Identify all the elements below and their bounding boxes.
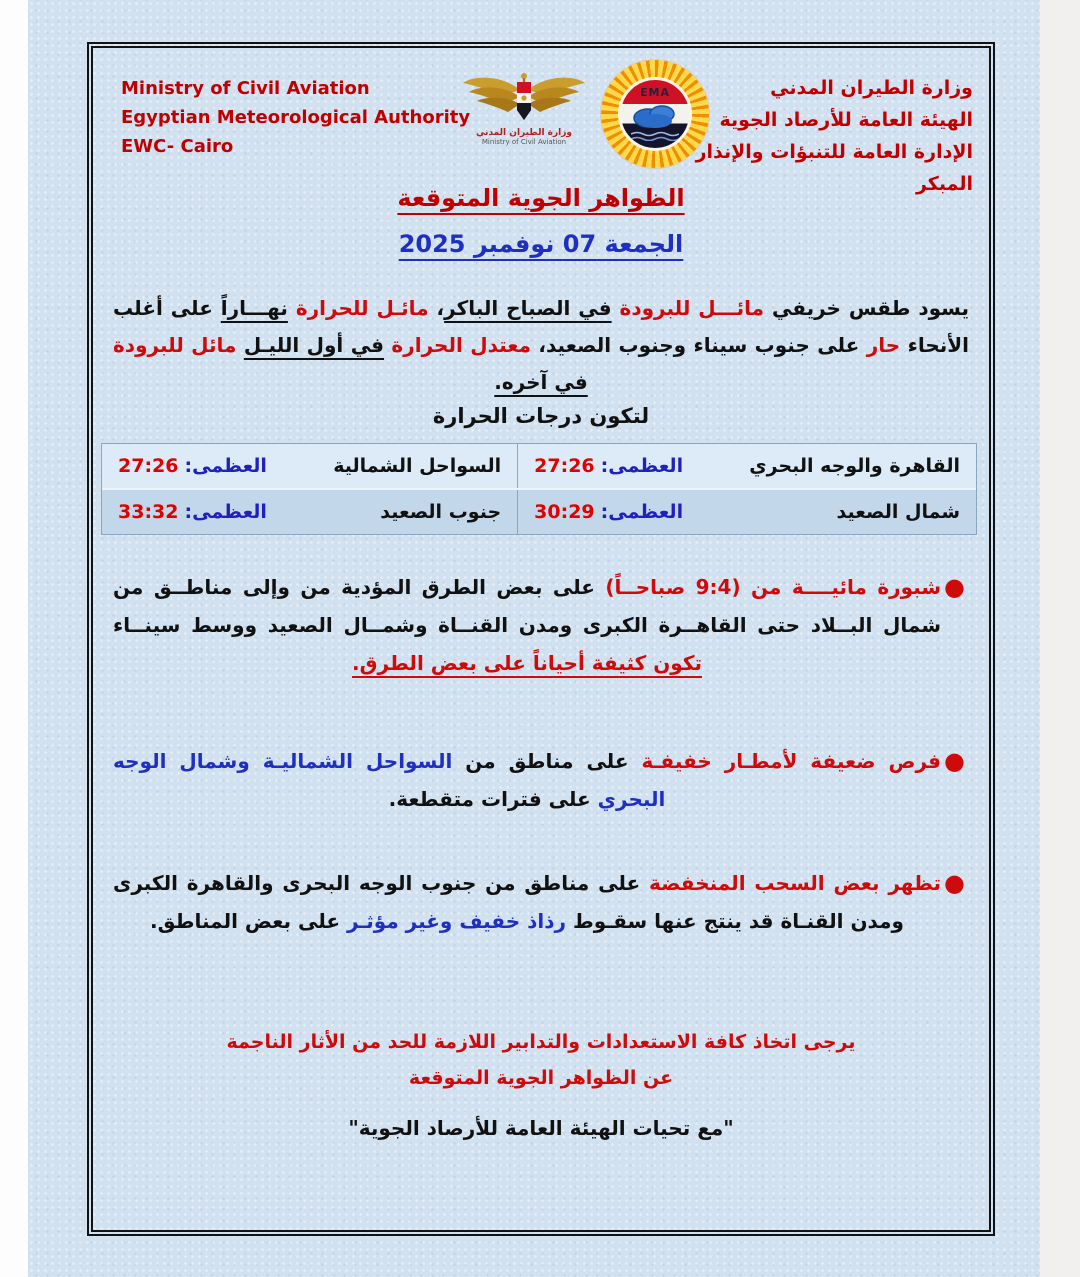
text-segment: مائل للبرودة xyxy=(113,333,237,357)
table-row xyxy=(102,490,976,534)
moca-logo-caption-english: Ministry of Civil Aviation xyxy=(481,138,567,146)
closing-greeting: "مع تحيات الهيئة العامة للأرصاد الجوية" xyxy=(348,1116,734,1140)
header-english-block xyxy=(121,74,471,161)
text-segment: حار xyxy=(859,333,901,357)
text-segment: في الصباح الباكر xyxy=(444,296,612,320)
table-row xyxy=(102,444,976,490)
text-segment: على جنوب سيناء وجنوب الصعيد، xyxy=(530,333,860,357)
temp-value: 27:26 xyxy=(534,455,595,477)
text-segment: مائـل للحرارة xyxy=(287,296,429,320)
gold-wings-icon xyxy=(458,70,590,128)
page-right-margin xyxy=(1040,0,1080,1277)
table-cell xyxy=(517,490,976,534)
text-segment: على بعض الطرق المؤدية من وإلى مناطــق من شمال البــلاد حتى القاهــرة الكبرى ومدن القنــاة وشمــال الصعيد ووسط سينــاء xyxy=(113,575,941,637)
region-name: شمال الصعيد xyxy=(836,501,960,523)
text-segment: على أغلب الأنحاء xyxy=(113,296,969,357)
max-label: العظمى: xyxy=(184,455,267,477)
temp-value: 30:29 xyxy=(534,501,595,523)
bullet-clouds-text xyxy=(113,864,941,940)
header-ar-line: وزارة الطيران المدني xyxy=(770,77,973,99)
text-segment: على فترات متقطعة. xyxy=(388,787,591,811)
text-segment: على مناطق من جنوب الوجه البحرى والقاهرة الكبرى ومدن القنـاة قد ينتج عنها سقـوط xyxy=(113,871,904,933)
region-name: القاهرة والوجه البحري xyxy=(749,455,960,477)
text-segment: شبورة مائيــــة من (9:4 صباحــاً) xyxy=(594,575,942,599)
temperature xyxy=(534,455,683,477)
text-segment: تظهر بعض السحب المنخفضة xyxy=(640,871,941,895)
bullet-rain-text xyxy=(113,742,941,818)
precaution-line: يرجى اتخاذ كافة الاستعدادات والتدابير اللازمة للحد من الأثار الناجمة xyxy=(226,1031,856,1053)
page-title: الظواهر الجوية المتوقعة xyxy=(397,184,685,212)
header-en-line: Egyptian Meteorological Authority xyxy=(121,107,471,128)
bullet-rain-chances xyxy=(113,742,965,818)
moca-logo-caption-arabic: وزارة الطيران المدني xyxy=(475,128,573,138)
temperature-table-caption: لتكون درجات الحرارة xyxy=(432,404,650,428)
text-segment: معتدل الحرارة xyxy=(384,333,531,357)
header-en-line: Ministry of Civil Aviation xyxy=(121,78,370,99)
region-name: السواحل الشمالية xyxy=(333,455,502,477)
max-label: العظمى: xyxy=(184,501,267,523)
table-cell xyxy=(517,444,976,488)
text-segment: فرص ضعيفة لأمطـار خفيفـة xyxy=(628,749,941,773)
bullet-fog-text xyxy=(113,568,941,682)
ema-logo-text: EMA xyxy=(640,86,670,99)
bullet-dot-icon: ● xyxy=(944,747,965,775)
text-segment: على مناطق من xyxy=(452,749,629,773)
weather-summary-paragraph xyxy=(113,290,969,401)
header-arabic-block xyxy=(643,72,973,200)
max-label: العظمى: xyxy=(600,501,684,523)
max-label: العظمى: xyxy=(600,455,684,477)
bullet-low-clouds xyxy=(113,864,965,940)
temperature xyxy=(118,455,267,477)
text-segment: نهـــاراً xyxy=(220,296,288,320)
text-segment: ، xyxy=(428,296,445,320)
header-en-line: EWC- Cairo xyxy=(121,136,234,157)
forecast-date: الجمعة 07 نوفمبر 2025 xyxy=(398,230,684,258)
text-segment: السواحل الشماليـة وشمال الوجه البحري xyxy=(113,749,666,811)
precaution-line: عن الظواهر الجوية المتوقعة xyxy=(408,1067,674,1089)
bullet-dot-icon: ● xyxy=(944,869,965,897)
header-ar-line: الهيئة العامة للأرصاد الجوية xyxy=(719,109,973,131)
text-segment: يسود طقس خريفي xyxy=(764,296,970,320)
temp-value: 33:32 xyxy=(118,501,179,523)
text-segment: على بعض المناطق. xyxy=(150,909,341,933)
header-ar-line: الإدارة العامة للتنبؤات والإنذار المبكر xyxy=(695,141,973,195)
document-border-frame xyxy=(87,42,995,1236)
table-cell xyxy=(102,444,517,488)
text-segment: تكون كثيفة أحياناً على بعض الطرق. xyxy=(352,651,702,675)
temperature-table xyxy=(101,443,977,535)
ministry-of-civil-aviation-logo xyxy=(456,70,592,162)
temp-value: 27:26 xyxy=(118,455,179,477)
text-segment xyxy=(236,333,243,357)
table-cell xyxy=(102,490,517,534)
temperature xyxy=(118,501,267,523)
temperature xyxy=(534,501,683,523)
region-name: جنوب الصعيد xyxy=(380,501,502,523)
text-segment: في آخره. xyxy=(494,370,588,394)
precaution-notice xyxy=(93,1024,989,1096)
text-segment: رذاذ خفيف وغير مؤثـر xyxy=(340,909,566,933)
text-segment: في أول الليـل xyxy=(243,333,385,357)
bullet-dot-icon: ● xyxy=(944,573,965,601)
bullet-fog xyxy=(113,568,965,682)
text-segment: مائـــل للبرودة xyxy=(611,296,765,320)
